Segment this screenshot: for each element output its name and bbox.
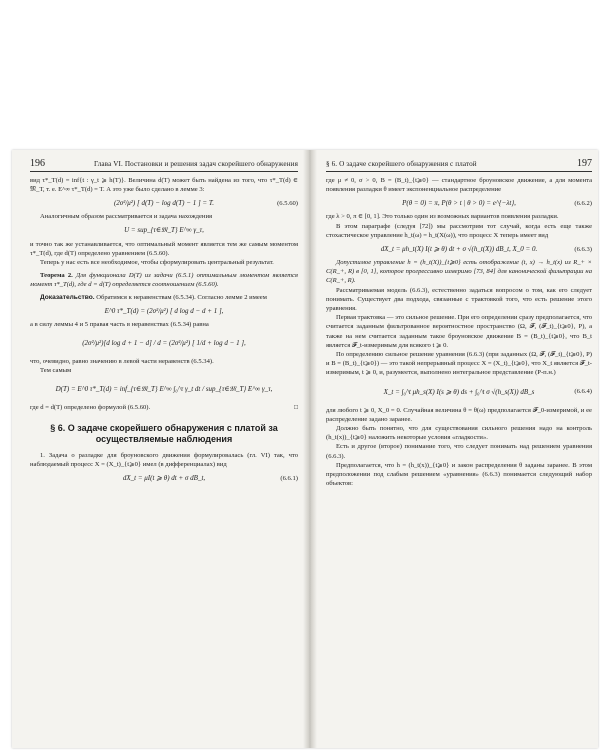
equation-6-5-60 [30,197,298,209]
left-running-head [30,158,298,172]
left-paragraph-2: Аналогичным образом рассматривается и задача нахождения [40,213,213,221]
equation-body: dX_t = μh_t(X) I(t ⩾ θ) dt + σ √(h_t(X)) dB_t, X_0 = 0. [380,245,538,254]
left-paragraph-9: 1. Задача о разладке для броуновского движения формулировалась (гл. VI) так, что наблюдаемый процесс X = (X_t)_{t⩾0} имел (в дифференциалах) вид [30,451,298,468]
equation-body: (2σ²/μ²) [ d(T) − log d(T) − 1 ] = T. [113,199,215,208]
left-paragraph-3: и точно так же устанавливается, что оптимальный момент является тем же самым моментом τ*_T(d), где d(T) определено уравнением (6.5.60). [30,240,298,257]
equation-6-6-2 [326,197,592,209]
right-paragraph-2: где λ > 0, π ∈ [0, 1]. Это только один из возможных вариантов появления разладки. [326,213,559,221]
right-paragraph-8: для любого t ⩾ 0, X_0 = 0. Случайная величина θ = θ(ω) предполагается 𝓕_0-измеримой, и ее распределение задано заранее. [326,406,592,423]
book-gutter [303,150,317,748]
left-paragraph-4: Теперь у нас есть все необходимое, чтобы сформулировать центральный результат. [40,259,274,267]
proof-text: Обратимся к неравенствам (6.5.34). Согласно лемме 2 имеем [96,293,267,301]
left-running-title: Глава VI. Постановки и решения задач скорейшего обнаружения [93,160,298,168]
equation-body: P(θ = 0) = π, P(θ > t | θ > 0) = e^{−λt}, [402,199,516,208]
left-paragraph-8 [30,403,298,412]
left-paragraph-5: а в силу леммы 4 и 5 правая часть в неравенствах (6.5.34) равна [30,320,209,328]
book-spread [12,150,598,748]
equation-number: (6.6.3) [574,245,592,253]
proof-heading: Доказательство. [40,293,95,301]
equation-d-of-t [30,378,298,400]
theorem-heading: Теорема 2. [40,272,73,280]
equation-number: (6.6.4) [574,388,592,396]
equation-body: X_t = ∫₀^t μh_s(X) I(s ⩾ θ) ds + ∫₀^t σ √(h_s(X)) dB_s [383,387,535,396]
equation-body: E^0 τ*_T(d) = (2σ²/μ²) [ d log d − d + 1 ], [104,306,224,315]
left-paragraph-7: Тем самым [40,367,72,375]
scan-background [0,0,600,150]
equation-sup [30,225,298,237]
left-page [30,158,298,742]
theorem-statement: Для функционала D(T) из задачи (6.5.1) оптимальным моментом является момент τ*_T(d), где d = d(T) определяется соотношением (6.5.60). [30,272,298,289]
closing-text: где d = d(T) определено формулой (6.5.60). [30,404,151,412]
equation-number: (6.6.1) [280,474,298,482]
equation-6-6-3 [326,243,592,255]
equation-lemma-2 [30,305,298,317]
equation-body: U = sup_{τ∈𝔐_T} E^∞ γ_τ, [124,226,204,235]
right-page-number: 197 [577,158,592,169]
equation-body: dX_t = μI(t ⩾ θ) dt + σ dB_t, [122,474,206,483]
left-page-number: 196 [30,158,45,169]
equation-6-6-1 [30,472,298,484]
section-title: § 6. О задаче скорейшего обнаружения с платой за осуществляемые наблюдения [50,422,278,444]
right-paragraph-7: По определению сильное решение уравнения (6.6.3) (при заданных (Ω, 𝓕, (𝓕_t)_{t⩾0}, P) и B = (B_t)_{t⩾0}) — это такой непрерывный процесс X = (X_t)_{t⩾0}, что X_t является 𝓕_t-измеримым, t ⩾ 0, и, разумеется, выполнено интегральное представление (P-п.н.) [326,351,592,377]
right-paragraph-6: Первая трактовка — это сильное решение. При его определении сразу предполагается, что считается заданным фильтрованное вероятностное пространство (Ω, 𝓕, (𝓕_t)_{t⩾0}, P), а также на нем считается заданным такое броуновское движение B = (B_t)_{t⩾0}, что B_t является 𝓕_t-измеримым для всякого t ⩾ 0. [326,314,592,349]
equation-number: (6.5.60) [277,199,298,207]
right-paragraph-5: Рассматриваемая модель (6.6.3), естественно задаться вопросом о том, как его следует понимать. Существует два подхода, связанные с трактовкой того, что есть решение этого уравнения. [326,286,592,313]
equation-body: (2σ²/μ²)[d log d + 1 − d] / d = (2σ²/μ²) [ 1/d + log d − 1 ], [82,339,246,348]
right-paragraph-11: Предполагается, что h = (h_t(x))_{t⩾0} и закон распределения θ заданы заранее. В этом предположении под слабым решением «уравнения» (6.6.3) понимается следующий набор объектов: [326,461,592,488]
right-running-title: § 6. О задаче скорейшего обнаружения с платой [326,160,477,168]
right-paragraph-9: Должно быть понятно, что для существования сильного решения надо на контроль (h_t(x))_{t⩾0} наложить некоторые условия «гладкости». [326,425,592,442]
theorem-2 [30,271,298,289]
proof [30,293,298,302]
right-paragraph-10: Есть и другое (второе) понимание того, что следует понимать над решением уравнения (6.6.3). [326,443,592,460]
right-paragraph-3: В этом параграфе (следуя [72]) мы рассмотрим тот случай, когда есть еще также стохастическое управление h_t(ω) = h_t(X(ω)), что процесс X теперь имеет вид [326,222,592,239]
equation-number: (6.6.2) [574,199,592,207]
qed-mark: □ [294,404,298,412]
right-paragraph-4: Допустимое управление h = (h_t(X))_{t⩾0} есть отображение (t, x) → h_t(x) из R_+ × C(R_+, R) в [0, 1], которое прогрессивно измеримо [73, 84] для канонической фильтрации на C(R_+, R). [326,259,592,285]
equation-right-side [30,332,298,354]
right-page [326,158,592,742]
equation-6-6-4 [326,381,592,403]
left-paragraph-6: что, очевидно, равно значению в левой части неравенств (6.5.34). [30,358,214,366]
right-running-head [326,158,592,172]
equation-body: D(T) = E^0 τ*_T(d) = inf_{τ∈𝔐_T} E^∞ ∫₀^τ γ_t dt / sup_{τ∈𝔐_T} E^∞ γ_τ, [55,384,273,393]
right-paragraph-1: где μ ≠ 0, σ > 0, B = (B_t)_{t⩾0} — стандартное броуновское движение, а для момента появления разладки θ имеет экспоненциальное распределение [326,177,592,194]
left-paragraph-1: вид τ*_T(d) = inf{t : γ_t ⩾ h(T)}. Величина d(T) может быть найдена из того, что τ*_T(d) ∈ 𝔐_T, т. е. E^∞ τ*_T(d) = T. А это уже было сделано в лемме 3: [30,177,298,194]
